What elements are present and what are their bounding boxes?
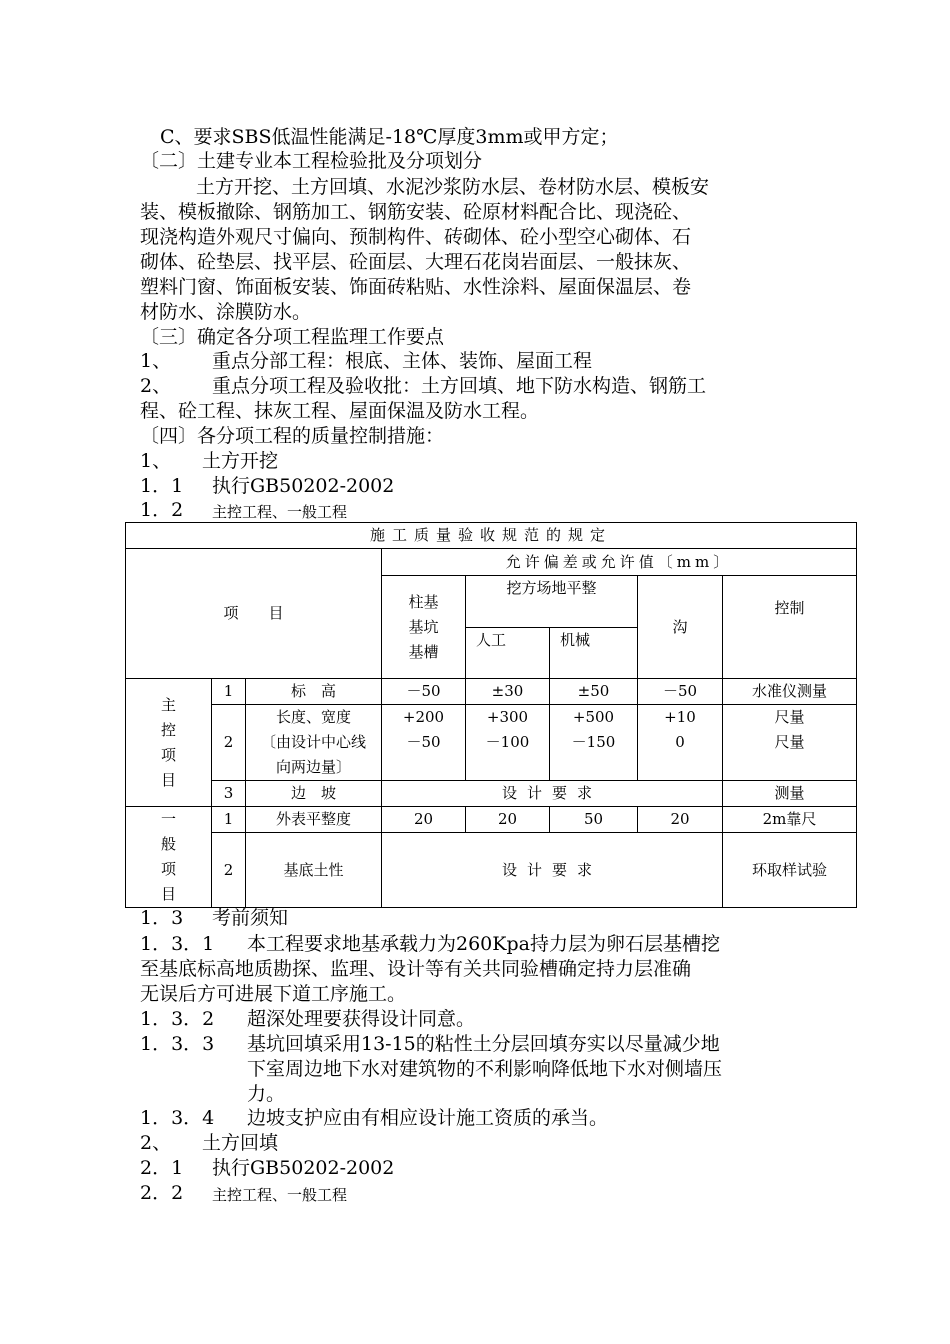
section-2-body-line: 砌体、砼垫层、找平层、砼面层、大理石花岗岩面层、一般抹灰、 — [140, 251, 692, 273]
sub-title: 主控工程、一般工程 — [212, 1186, 348, 1204]
cell-value — [466, 705, 550, 781]
row-check — [723, 705, 857, 781]
header-control: 控制 — [723, 576, 857, 679]
header-pit-line: 柱基 — [408, 592, 439, 611]
group-char: 目 — [160, 770, 176, 789]
row-no: 2 — [212, 705, 246, 781]
sub-title: 主控工程、一般工程 — [212, 503, 348, 521]
header-ditch: 沟 — [638, 576, 723, 679]
group-char: 控 — [160, 720, 176, 739]
header-pit-line: 基坑 — [408, 617, 439, 636]
value-line: －150 — [571, 733, 616, 751]
value-line: +10 — [664, 708, 696, 726]
cell-value — [550, 705, 638, 781]
cell-value: ±50 — [550, 679, 638, 705]
item-title: 土方回填 — [202, 1132, 279, 1154]
cell-value: 20 — [466, 807, 550, 833]
header-machine: 机械 — [550, 628, 638, 679]
note-cont: 下室周边地下水对建筑物的不利影响降低地下水对侧墙压 — [247, 1058, 723, 1080]
section-4-title: 〔四〕各分项工程的质量控制措施： — [140, 425, 445, 447]
sub-sub-number: 1．3．3 — [140, 1033, 215, 1055]
sub-number: 1．2 — [140, 499, 184, 521]
section-2-body-line: 装、模板撤除、钢筋加工、钢筋安装、砼原材料配合比、现浇砼、 — [140, 201, 692, 223]
value-line: +300 — [486, 708, 529, 726]
item-number: 1、 — [140, 350, 172, 372]
value-line: +500 — [572, 708, 615, 726]
group-char: 一 — [160, 810, 176, 828]
header-site-leveling: 挖方场地平整 — [466, 576, 638, 628]
sub-sub-number: 1．3．2 — [140, 1008, 215, 1030]
note-text: 边坡支护应由有相应设计施工资质的承当。 — [247, 1107, 609, 1129]
row-name: 标 高 — [246, 679, 382, 705]
group-char: 主 — [160, 695, 176, 714]
item-title: 土方开挖 — [202, 450, 279, 472]
merged-design-req: 设计要求 — [382, 781, 723, 807]
sub-sub-number: 1．3．1 — [140, 933, 215, 955]
row-check: 测量 — [723, 781, 857, 807]
header-manual: 人工 — [466, 628, 550, 679]
section-2-title: 〔二〕土建专业本工程检验批及分项划分 — [140, 150, 483, 172]
row-no: 2 — [212, 833, 246, 908]
value-line: －50 — [406, 733, 441, 751]
row-name-line: 〔由设计中心线 — [260, 733, 366, 751]
req-c-line: C、要求SBS低温性能满足-18℃厚度3mm或甲方定； — [160, 126, 619, 148]
cell-value: －50 — [382, 679, 466, 705]
key-subitem-text: 重点分项工程及验收批：土方回填、地下防水构造、钢筋工 — [212, 375, 707, 397]
row-name: 外表平整度 — [246, 807, 382, 833]
merged-design-req: 设计要求 — [382, 833, 723, 908]
section-2-body-line: 现浇构造外观尺寸偏向、预制构件、砖砌体、砼小型空心砌体、石 — [140, 226, 692, 248]
sub-title: 考前须知 — [212, 907, 289, 929]
row-name: 基底土性 — [246, 833, 382, 908]
header-pit-line: 基槽 — [408, 642, 439, 661]
note-text: 本工程要求地基承载力为260Kpa持力层为卵石层基槽挖 — [247, 933, 720, 955]
row-no: 1 — [212, 807, 246, 833]
header-item: 项 目 — [126, 549, 382, 679]
note-cont: 力。 — [247, 1083, 286, 1105]
cell-value: 20 — [638, 807, 723, 833]
cell-value: －50 — [638, 679, 723, 705]
item-number: 1、 — [140, 450, 172, 472]
sub-sub-number: 1．3．4 — [140, 1107, 215, 1129]
section-2-body-line: 土方开挖、土方回填、水泥沙浆防水层、卷材防水层、模板安 — [196, 176, 710, 198]
row-check: 2m靠尺 — [723, 807, 857, 833]
group-char: 目 — [160, 885, 176, 903]
key-subitem-cont: 程、砼工程、抹灰工程、屋面保温及防水工程。 — [140, 400, 540, 422]
sub-number: 1．3 — [140, 907, 184, 929]
key-division-text: 重点分部工程：根底、主体、装饰、屋面工程 — [212, 350, 593, 372]
row-no: 3 — [212, 781, 246, 807]
standard-ref: 执行GB50202-2002 — [212, 1157, 395, 1179]
standard-ref: 执行GB50202-2002 — [212, 475, 395, 497]
sub-number: 2．2 — [140, 1182, 184, 1204]
cell-value: ±30 — [466, 679, 550, 705]
row-check: 环取样试验 — [723, 833, 857, 908]
note-cont: 无误后方可进展下道工序施工。 — [140, 983, 407, 1005]
value-line: －100 — [485, 733, 530, 751]
note-text: 基坑回填采用13-15的粘性土分层回填夯实以尽量减少地 — [247, 1033, 720, 1055]
section-3-title: 〔三〕确定各分项工程监理工作要点 — [140, 326, 445, 348]
sub-number: 2．1 — [140, 1157, 184, 1179]
row-no: 1 — [212, 679, 246, 705]
group-main-control — [126, 679, 212, 807]
row-name-line: 向两边量〕 — [275, 758, 351, 776]
row-name-line: 长度、宽度 — [275, 708, 351, 726]
header-pit — [382, 576, 466, 679]
row-name — [246, 705, 382, 781]
item-number: 2、 — [140, 375, 172, 397]
row-check: 水准仪测量 — [723, 679, 857, 705]
section-2-body-line: 材防水、涂膜防水。 — [140, 301, 312, 323]
check-line: 尺量 — [774, 708, 805, 726]
cell-value: 50 — [550, 807, 638, 833]
group-char: 项 — [160, 860, 176, 878]
group-char: 项 — [160, 745, 176, 764]
row-name: 边 坡 — [246, 781, 382, 807]
cell-value — [638, 705, 723, 781]
note-text: 超深处理要获得设计同意。 — [247, 1008, 476, 1030]
sub-number: 1．1 — [140, 475, 184, 497]
section-2-body-line: 塑料门窗、饰面板安装、饰面砖粘贴、水性涂料、屋面保温层、卷 — [140, 276, 692, 298]
group-general — [126, 807, 212, 908]
item-number: 2、 — [140, 1132, 172, 1154]
cell-value — [382, 705, 466, 781]
acceptance-spec-table — [125, 522, 857, 908]
note-cont: 至基底标高地质勘探、监理、设计等有关共同验槽确定持力层准确 — [140, 958, 692, 980]
table-title: 施工质量验收规范的规定 — [126, 523, 857, 549]
value-line: +200 — [402, 708, 445, 726]
header-allowance: 允许偏差或允许值〔mm〕 — [382, 549, 857, 576]
group-char: 般 — [160, 835, 176, 853]
cell-value: 20 — [382, 807, 466, 833]
check-line: 尺量 — [774, 733, 805, 751]
value-line: 0 — [675, 733, 685, 751]
